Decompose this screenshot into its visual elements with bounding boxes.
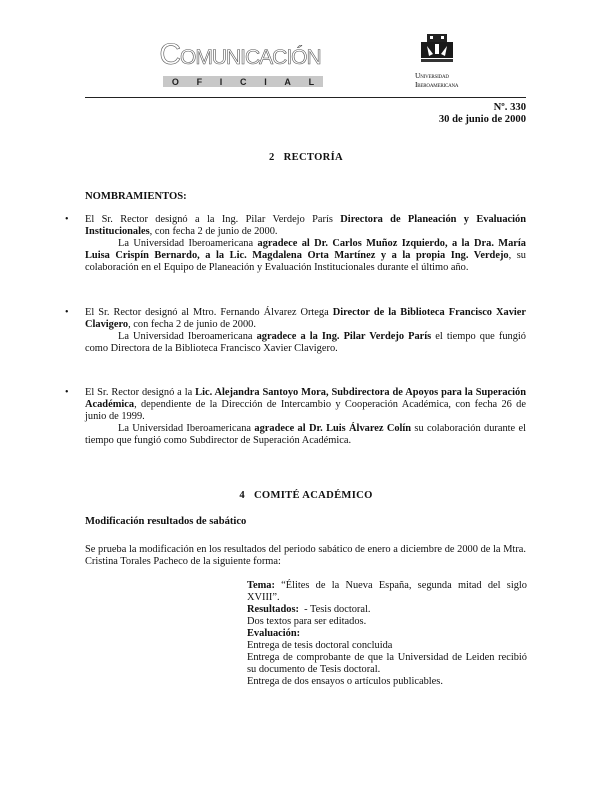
evaluacion-item: Entrega de dos ensayos o artículos publicables. (247, 676, 443, 687)
appointment-paragraph (85, 214, 526, 238)
acknowledgement-paragraph (85, 238, 526, 274)
section-label: RECTORÍA (283, 152, 343, 163)
tema-line (247, 580, 527, 604)
evaluacion-item: Entrega de comprobante de que la Universidad de Leiden recibió su documento de Tesis doctoral. (247, 652, 527, 675)
evaluacion-label: Evaluación: (247, 628, 301, 639)
position-title: Lic. Alejandra Santoyo Mora, Subdirectora de Apoyos para la Superación Académica (85, 387, 527, 410)
masthead-subtitle-bar (163, 76, 323, 87)
list-item (65, 387, 527, 447)
intro-text: Se prueba la modificación en los resultados del periodo sabático de enero a diciembre de 2000 de la Mtra. Cristina Torales Pacheco de la siguiente forma: (85, 544, 526, 567)
acknowledged-names: agradece al Dr. Luis Álvarez Colín (254, 423, 412, 434)
acknowledgement-paragraph (85, 423, 526, 447)
masthead-letter: C (239, 76, 247, 87)
evaluacion-item: Entrega de tesis doctoral concluida (247, 640, 393, 651)
list-item (65, 307, 526, 355)
text: , con fecha 2 de junio de 2000. (128, 319, 256, 330)
masthead-logo (120, 38, 360, 94)
text: , dependiente de la Dirección de Intercambio y Cooperación Académica, con fecha 26 de junio de 1999. (85, 399, 526, 422)
masthead-letter: I (264, 76, 267, 87)
university-name-line1: Universidad (415, 71, 449, 80)
text: La Universidad Iberoamericana (118, 423, 255, 434)
bullet-icon: • (65, 307, 69, 318)
section-title-comite (60, 490, 552, 502)
list-item (65, 214, 527, 274)
position-title: Director de la Biblioteca Francisco Xavier Clavigero (85, 307, 526, 330)
text: su colaboración durante el tiempo que fungió como Subdirector de Superación Académica. (85, 423, 526, 446)
document-date: 30 de junio de 2000 (438, 114, 526, 125)
tema-label: Tema: (247, 580, 275, 591)
appointment-paragraph (85, 387, 526, 423)
acknowledged-names: agradece al Dr. Carlos Muñoz Izquierdo, a la Dra. María Luisa Crispín Bernardo, a la Lic. Magdalena Orta Martínez y a la propia Ing. Verdejo (85, 238, 527, 261)
text: , con fecha 2 de junio de 2000. (149, 226, 278, 237)
resultados-extra: Dos textos para ser editados. (247, 616, 367, 627)
sabatico-intro (85, 544, 526, 568)
acknowledged-names: agradece a la Ing. Pilar Verdejo París (256, 331, 432, 342)
bullet-icon: • (65, 214, 69, 225)
evaluacion-line (247, 628, 527, 640)
bullet-icon: • (65, 387, 69, 398)
university-name (415, 71, 495, 89)
sabatico-heading: Modificación resultados de sabático (85, 516, 247, 527)
document-number: Nº. 330 (493, 102, 526, 113)
sabatico-results (247, 580, 527, 688)
university-seal-icon (419, 34, 455, 64)
university-name-line2: Iberoamericana (415, 80, 459, 89)
text: el tiempo que fungió como Directora de la Biblioteca Francisco Xavier Clavigero. (85, 331, 526, 354)
resultados-line (247, 604, 527, 616)
text: , su colaboración en el Equipo de Planeación y Evaluación Institucionales durante el último año. (85, 250, 526, 273)
university-logo (405, 34, 475, 92)
text: La Universidad Iberoamericana (118, 331, 257, 342)
text: El Sr. Rector designó a la Ing. Pilar Verdejo París (85, 214, 341, 225)
masthead-title: Comunicación (159, 38, 321, 71)
masthead-letter: I (219, 76, 223, 87)
resultados-label: Resultados: (247, 604, 299, 615)
section-number: 2 (269, 152, 275, 163)
masthead-letter: F (196, 76, 203, 87)
section-number: 4 (239, 490, 245, 501)
section-label: COMITÉ ACADÉMICO (253, 490, 373, 501)
appointment-paragraph (85, 307, 526, 331)
acknowledgement-paragraph (85, 331, 526, 355)
header-divider (85, 97, 526, 98)
text: La Universidad Iberoamericana (118, 238, 258, 249)
text: El Sr. Rector designó al Mtro. Fernando Álvarez Ortega (85, 307, 333, 318)
tema-value: “Élites de la Nueva España, segunda mitad del siglo XVIII”. (247, 580, 527, 603)
masthead-letter: L (308, 76, 315, 87)
resultados-value: - Tesis doctoral. (298, 604, 371, 615)
masthead-letter: O (171, 76, 179, 87)
nombramientos-heading: NOMBRAMIENTOS: (85, 191, 187, 202)
masthead-letter: A (284, 76, 291, 87)
section-title-rectoria (60, 152, 552, 164)
text: El Sr. Rector designó a la (85, 387, 196, 398)
position-title: Directora de Planeación y Evaluación Institucionales (85, 214, 526, 237)
